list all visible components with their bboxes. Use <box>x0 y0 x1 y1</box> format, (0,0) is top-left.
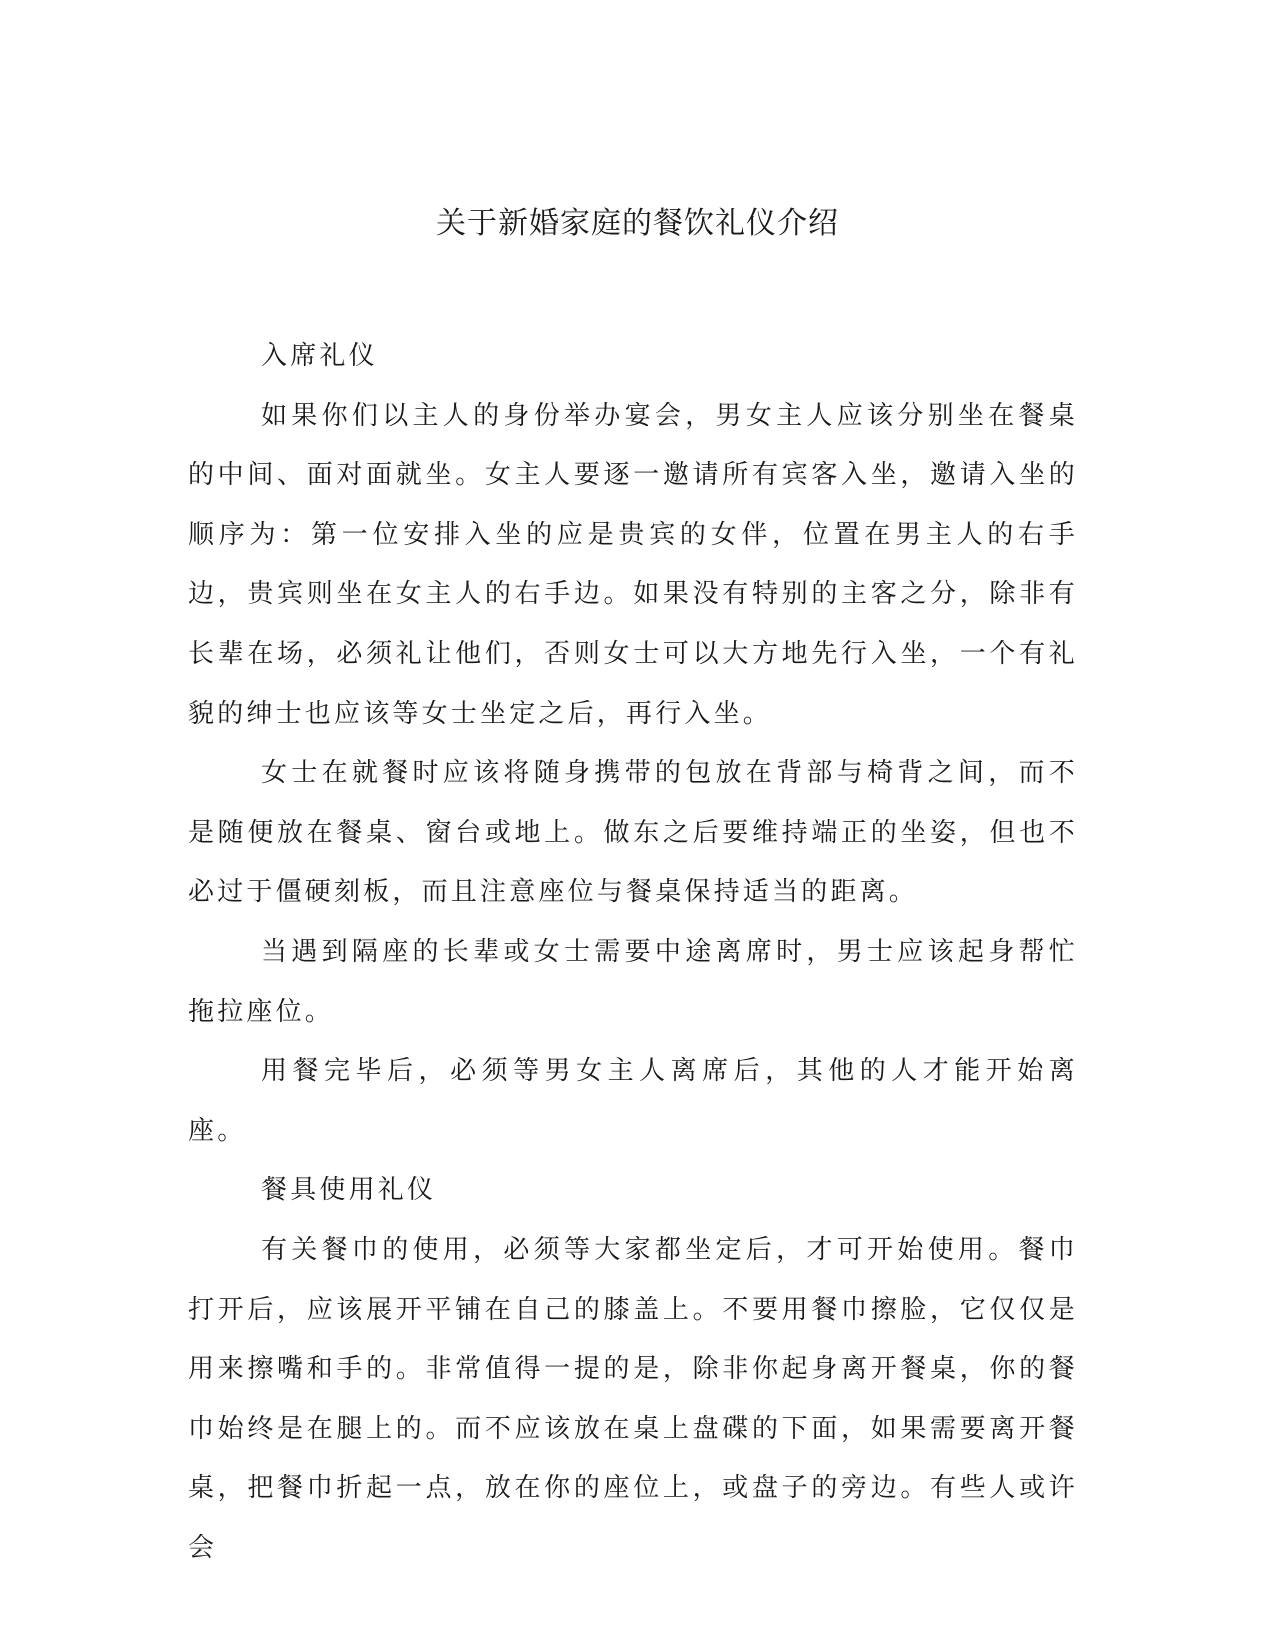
paragraph-host-seating: 如果你们以主人的身份举办宴会，男女主人应该分别坐在餐桌的中间、面对面就坐。女主人要逐一邀请所有宾客入坐，邀请入坐的顺序为：第一位安排入坐的应是贵宾的女伴，位置在男主人的右手边，贵宾则坐在女主人的右手边。如果没有特别的主客之分，除非有长辈在场，必须礼让他们，否则女士可以大方地先行入坐，一个有礼貌的绅士也应该等女士坐定之后，再行入坐。 <box>188 400 1078 729</box>
paragraph-after-meal: 用餐完毕后，必须等男女主人离席后，其他的人才能开始离座。 <box>188 1056 1078 1146</box>
document-body <box>188 327 1078 1578</box>
paragraph-ladies-bag: 女士在就餐时应该将随身携带的包放在背部与椅背之间，而不是随便放在餐桌、窗台或地上。做东之后要维持端正的坐姿，但也不必过于僵硬刻板，而且注意座位与餐桌保持适当的距离。 <box>188 758 1078 908</box>
section-heading-seating: 入席礼仪 <box>261 341 378 371</box>
section-heading-tableware: 餐具使用礼仪 <box>261 1175 437 1206</box>
document-title: 关于新婚家庭的餐饮礼仪介绍 <box>436 206 839 241</box>
paragraph-napkin-usage: 有关餐巾的使用，必须等大家都坐定后，才可开始使用。餐巾打开后，应该展开平铺在自己的膝盖上。不要用餐巾擦脸，它仅仅是用来擦嘴和手的。非常值得一提的是，除非你起身离开餐桌，你的餐巾始终是在腿上的。而不应该放在桌上盘碟的下面，如果需要离开餐桌，把餐巾折起一点，放在你的座位上，或盘子的旁边。有些人或许会 <box>188 1234 1078 1563</box>
paragraph-leaving-seat: 当遇到隔座的长辈或女士需要中途离席时，男士应该起身帮忙拖拉座位。 <box>188 936 1078 1027</box>
